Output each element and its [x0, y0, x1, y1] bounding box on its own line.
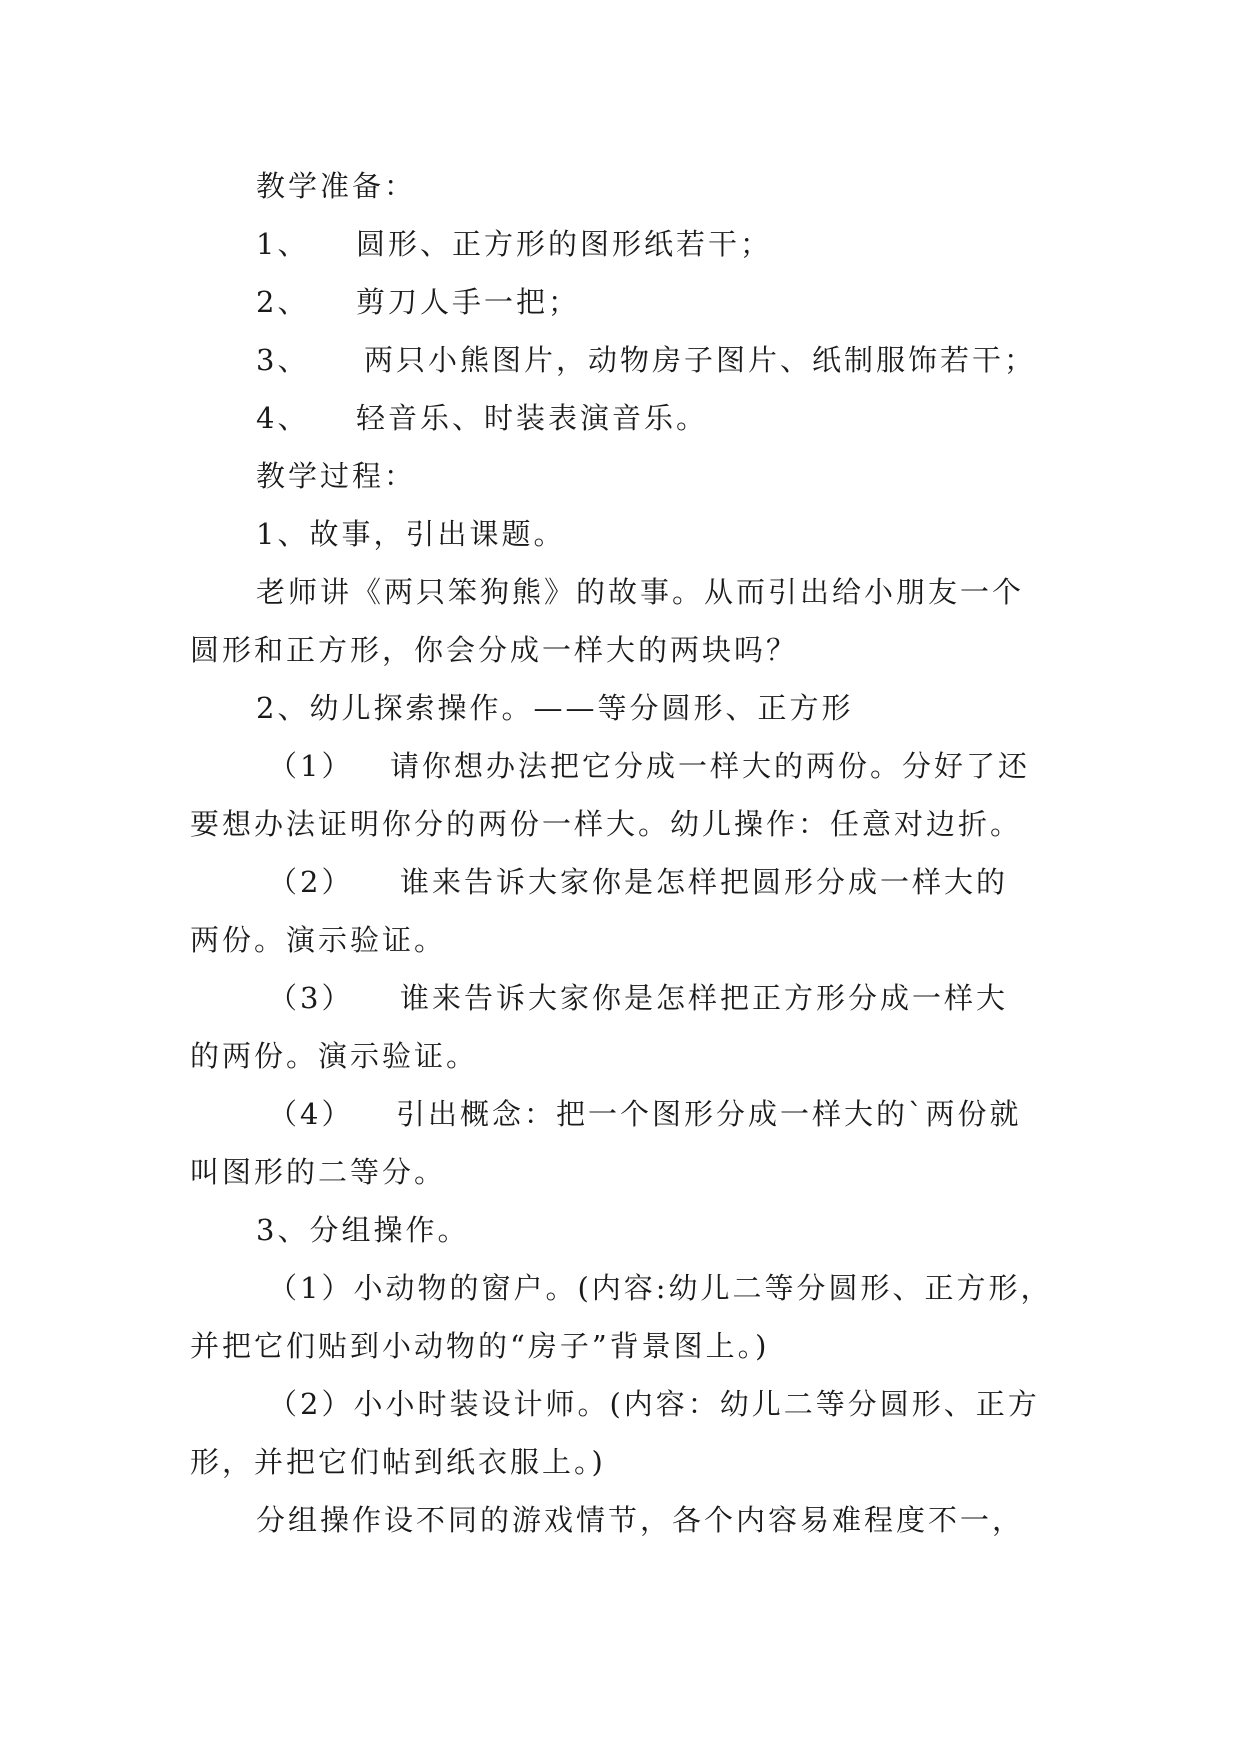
list-item-1	[256, 224, 1060, 264]
list-item-2	[256, 282, 1060, 322]
sub-item-2	[268, 862, 1060, 902]
list-text: 轻音乐、时装表演音乐。	[356, 401, 709, 435]
heading-process: 教学过程：	[256, 459, 417, 493]
list-number: 2、	[256, 285, 310, 319]
heading-preparation: 教学准备：	[256, 169, 417, 203]
sub-item-number: （3）	[268, 981, 354, 1015]
list-number: 1、	[256, 227, 310, 261]
paragraph-line: 两份。演示验证。	[190, 923, 447, 957]
paragraph-line: 老师讲《两只笨狗熊》的故事。从而引出给小朋友一个	[256, 575, 1025, 609]
paragraph-line: 1、故事，引出课题。	[256, 517, 566, 551]
paragraph-line: 圆形和正方形，你会分成一样大的两块吗？	[190, 633, 799, 667]
sub-item-3	[268, 978, 1060, 1018]
sub-item-number: （4）	[268, 1097, 354, 1131]
list-item-4	[256, 398, 1060, 438]
list-text: 两只小熊图片，动物房子图片、纸制服饰若干；	[364, 343, 1037, 377]
paragraph-line: 形，并把它们帖到纸衣服上。)	[190, 1445, 606, 1479]
list-number: 4、	[256, 401, 310, 435]
sub-item-text: 谁来告诉大家你是怎样把正方形分成一样大	[400, 981, 1009, 1015]
list-text: 剪刀人手一把；	[356, 285, 581, 319]
sub-item-text: 谁来告诉大家你是怎样把圆形分成一样大的	[400, 865, 1009, 899]
list-text: 圆形、正方形的图形纸若干；	[356, 227, 773, 261]
list-item-3	[256, 340, 1060, 380]
sub-item-text: 引出概念：把一个图形分成一样大的`两份就	[396, 1097, 1022, 1131]
sub-item-1	[268, 746, 1060, 786]
list-number: 3、	[256, 343, 310, 377]
paragraph-line: 分组操作设不同的游戏情节，各个内容易难程度不一，	[256, 1503, 1025, 1537]
paragraph-line: 3、分组操作。	[256, 1213, 470, 1247]
sub-item-text: 请你想办法把它分成一样大的两份。分好了还	[390, 749, 1031, 783]
paragraph-line: 2、幼儿探索操作。——等分圆形、正方形	[256, 691, 854, 725]
paragraph-line: （1）小动物的窗户。(内容:幼儿二等分圆形、正方形，	[268, 1271, 1053, 1305]
paragraph-line: 叫图形的二等分。	[190, 1155, 447, 1189]
paragraph-line: 的两份。演示验证。	[190, 1039, 479, 1073]
paragraph-line: 并把它们贴到小动物的“房子”背景图上。)	[190, 1329, 770, 1363]
paragraph-line: 要想办法证明你分的两份一样大。幼儿操作：任意对边折。	[190, 807, 1023, 841]
paragraph-line: （2）小小时装设计师。(内容：幼儿二等分圆形、正方	[268, 1387, 1040, 1421]
sub-item-4	[268, 1094, 1060, 1134]
sub-item-number: （2）	[268, 865, 354, 899]
sub-item-number: （1）	[268, 749, 354, 783]
